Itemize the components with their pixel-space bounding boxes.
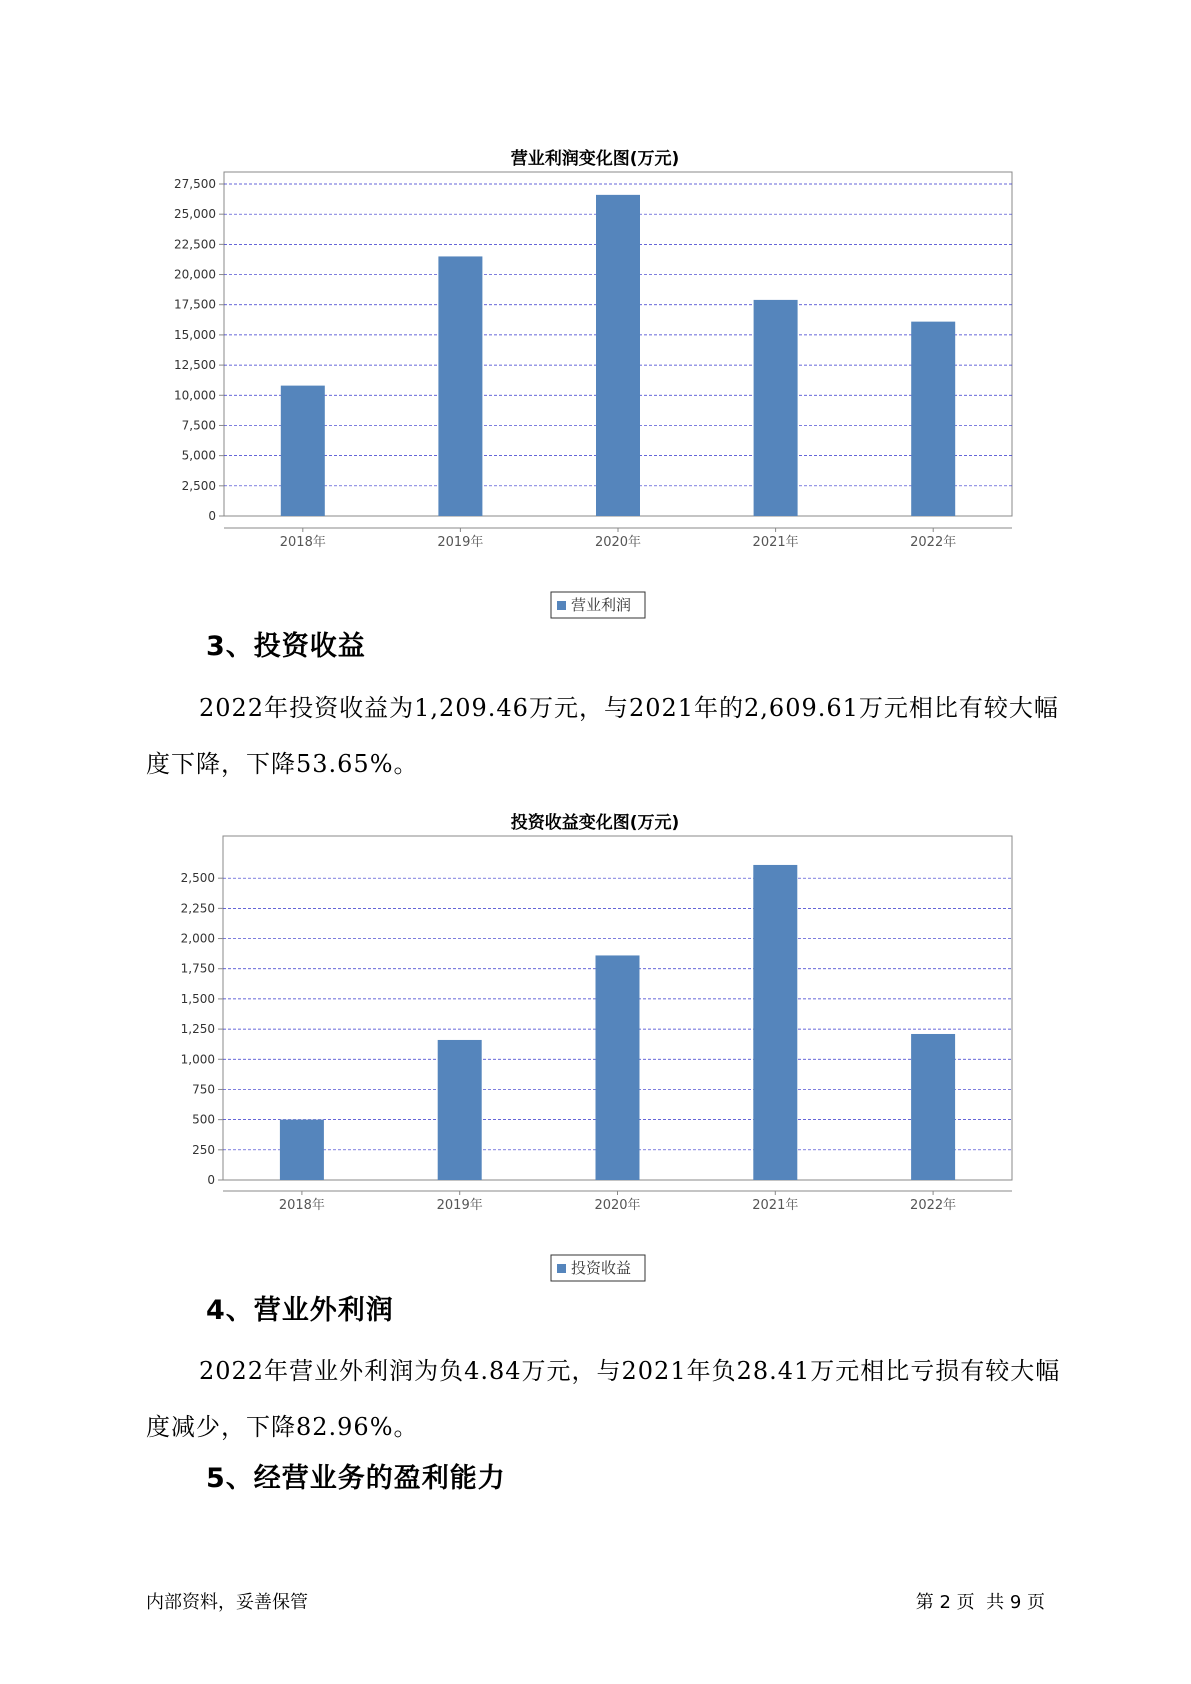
y-tick-label: 250: [192, 1142, 215, 1157]
y-tick-label: 12,500: [174, 358, 216, 373]
y-tick-label: 750: [192, 1082, 215, 1097]
operating-profit-bar-chart: [150, 170, 1040, 630]
y-tick-label: 2,000: [180, 931, 215, 946]
y-tick-label: 20,000: [174, 267, 216, 282]
y-tick-label: 5,000: [181, 448, 216, 463]
y-tick-label: 2,250: [180, 901, 215, 916]
bar: [438, 1040, 482, 1180]
bar: [280, 1120, 324, 1180]
x-tick-label: 2020年: [594, 1198, 641, 1213]
section-heading-investment-income: 3、投资收益: [206, 631, 366, 662]
y-tick-label: 15,000: [174, 327, 216, 342]
x-tick-label: 2018年: [279, 535, 326, 550]
y-tick-label: 1,250: [180, 1022, 215, 1037]
x-tick-label: 2019年: [436, 1198, 483, 1213]
bar: [911, 1034, 955, 1180]
y-tick-label: 10,000: [174, 388, 216, 403]
bar: [596, 195, 640, 516]
x-tick-label: 2019年: [437, 535, 484, 550]
y-tick-label: 25,000: [174, 207, 216, 222]
x-tick-label: 2018年: [278, 1198, 325, 1213]
y-tick-label: 1,500: [180, 991, 215, 1006]
y-tick-label: 0: [207, 1173, 215, 1187]
investment-income-bar-chart: [150, 834, 1040, 1286]
section-heading-non-operating-profit: 4、营业外利润: [206, 1295, 394, 1326]
x-tick-label: 2020年: [594, 535, 642, 550]
y-tick-label: 7,500: [181, 418, 216, 433]
legend-swatch: [557, 601, 566, 610]
x-tick-label: 2022年: [910, 1198, 957, 1213]
section-heading-profitability: 5、经营业务的盈利能力: [206, 1463, 506, 1494]
legend: [551, 592, 645, 618]
bar: [911, 322, 955, 516]
chart-title: 营业利润变化图(万元): [510, 149, 680, 169]
y-tick-label: 2,500: [180, 871, 215, 886]
y-tick-label: 1,750: [180, 961, 215, 976]
y-tick-label: 17,500: [174, 297, 216, 312]
bar: [596, 955, 640, 1180]
bar: [281, 386, 325, 516]
paragraph-investment-income: 2022年投资收益为1,209.46万元，与2021年的2,609.61万元相比有较大幅度下降，下降53.65%。: [146, 694, 1059, 778]
y-tick-label: 27,500: [174, 177, 216, 191]
bar: [753, 865, 797, 1180]
paragraph-non-operating-profit: 2022年营业外利润为负4.84万元，与2021年负28.41万元相比亏损有较大幅度减少，下降82.96%。: [146, 1357, 1061, 1441]
legend-swatch: [557, 1264, 566, 1273]
bar: [438, 256, 482, 516]
legend: [551, 1255, 645, 1281]
y-tick-label: 22,500: [174, 237, 216, 252]
x-tick-label: 2021年: [752, 535, 799, 550]
legend-label: 营业利润: [571, 596, 632, 614]
footer-page-number: 第 2 页 共 9 页: [915, 1592, 1045, 1613]
y-tick-label: 1,000: [180, 1052, 215, 1067]
x-tick-label: 2021年: [752, 1198, 799, 1213]
bar: [754, 300, 798, 516]
chart-title: 投资收益变化图(万元): [510, 813, 680, 833]
y-tick-label: 0: [208, 509, 216, 523]
legend-label: 投资收益: [571, 1259, 632, 1277]
y-tick-label: 2,500: [181, 478, 216, 493]
footer-confidential-note: 内部资料，妥善保管: [146, 1592, 308, 1613]
y-tick-label: 500: [192, 1112, 215, 1127]
x-tick-label: 2022年: [910, 535, 957, 550]
